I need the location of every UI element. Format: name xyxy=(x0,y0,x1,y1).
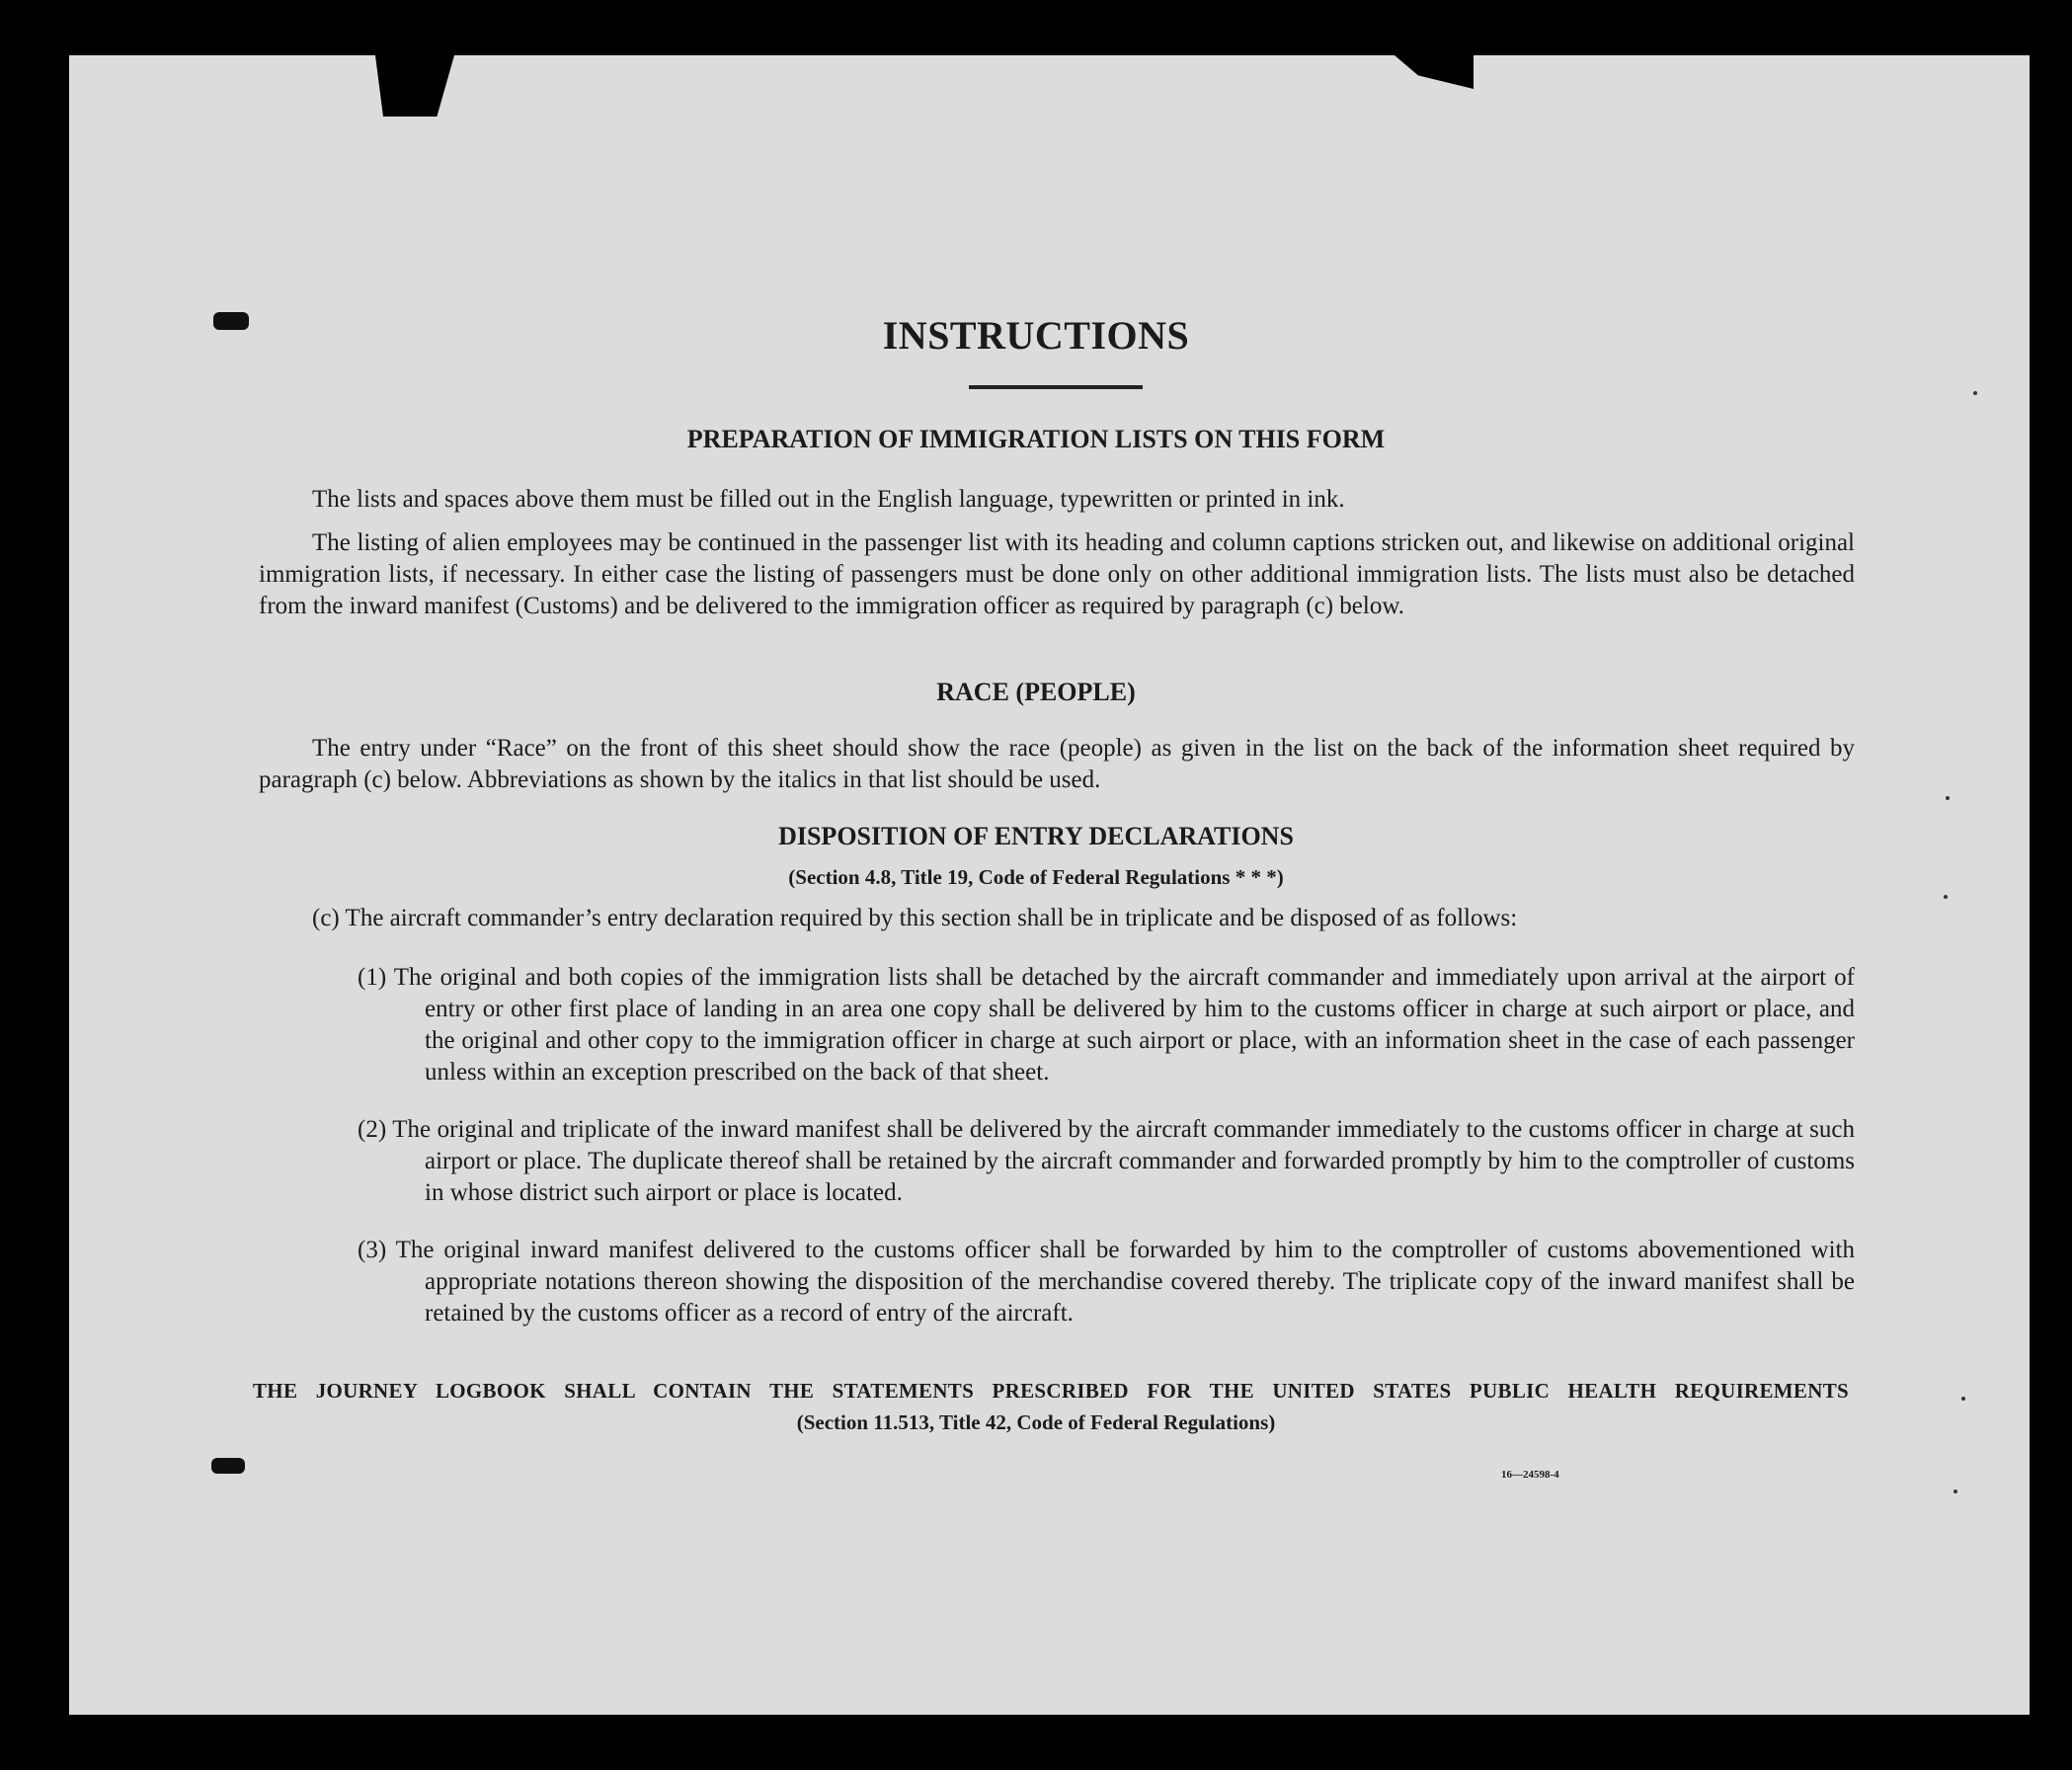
page-title: INSTRUCTIONS xyxy=(882,313,1190,358)
title-rule xyxy=(969,385,1143,389)
paragraph-alien-employees: The listing of alien employees may be continued in the passenger list with its heading and column captions stricken out, and likewise on additional original immigration lists, if necessary. In either case the listing of passengers must be done only on other additional immigration lists. The lists must also be detached from the inward manifest (Customs) and be delivered to the immigration officer as required by paragraph (c) below. xyxy=(259,529,1855,619)
footer-citation: (Section 11.513, Title 42, Code of Federal Regulations) xyxy=(796,1410,1276,1434)
section-heading-immigration-lists: PREPARATION OF IMMIGRATION LISTS ON THIS FORM xyxy=(686,425,1386,453)
list-item-2: (2) The original and triplicate of the inward manifest shall be delivered by the aircraft commander immediately to the customs officer in charge at such airport or place. The duplicate thereof shall be retained by the aircraft commander and forwarded promptly by him to the comptroller of customs in whose district such airport or place is located. xyxy=(358,1116,1855,1206)
section-citation: (Section 4.8, Title 19, Code of Federal Regulations * * *) xyxy=(788,865,1284,889)
paragraph-intro-c: (c) The aircraft commander’s entry declaration required by this section shall be in triplicate and be disposed of as follows: xyxy=(312,905,1518,931)
form-number: 16—24598-4 xyxy=(1501,1469,1559,1481)
speck xyxy=(1944,895,1948,899)
speck xyxy=(1973,391,1977,395)
footer-statement: THE JOURNEY LOGBOOK SHALL CONTAIN THE STATEMENTS PRESCRIBED FOR THE UNITED STATES PUBLIC HEALTH REQUIREMENTS xyxy=(253,1379,1849,1403)
speck xyxy=(1961,1397,1965,1401)
paragraph-english-language: The lists and spaces above them must be filled out in the English language, typewritten or printed in ink. xyxy=(312,486,1345,513)
paragraph-race-entry: The entry under “Race” on the front of this sheet should show the race (people) as given in the list on the back of the information sheet required by paragraph (c) below. Abbreviations as shown by the italics in that list should be used. xyxy=(259,735,1855,793)
speck xyxy=(1946,796,1950,800)
section-heading-disposition: DISPOSITION OF ENTRY DECLARATIONS xyxy=(778,822,1294,850)
speck xyxy=(1953,1489,1957,1493)
list-item-3: (3) The original inward manifest delivered to the customs officer shall be forwarded by him to the comptroller of customs abovementioned with appropriate notations thereon showing the disposition of the merchandise covered thereby. The triplicate copy of the inward manifest shall be retained by the customs officer as a record of entry of the aircraft. xyxy=(358,1237,1855,1327)
list-item-1: (1) The original and both copies of the immigration lists shall be detached by the aircraft commander and immediately upon arrival at the airport of entry or other first place of landing in an area one copy shall be delivered by him to the customs officer in charge at such airport or place, and the original and other copy to the immigration officer in charge at such airport or place, with an information sheet in the case of each passenger unless within an exception prescribed on the back of that sheet. xyxy=(358,964,1855,1086)
section-heading-race: RACE (PEOPLE) xyxy=(936,678,1136,706)
ink-blot xyxy=(211,1458,245,1474)
